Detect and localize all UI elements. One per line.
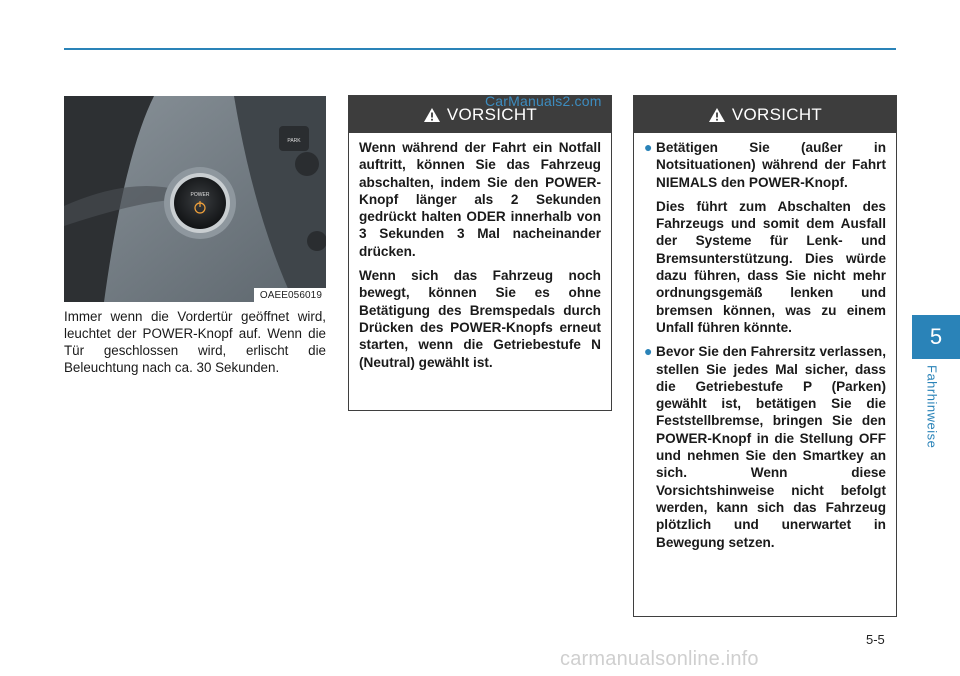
chapter-label: Fahrhinweise bbox=[924, 365, 940, 449]
warning-triangle-icon bbox=[708, 107, 726, 123]
caution-bullet-text: Betätigen Sie (außer in Notsituationen) während der Fahrt NIEMALS den POWER-Knopf. bbox=[656, 140, 886, 190]
caution-paragraph: Wenn während der Fahrt ein Notfall auftritt, können Sie das Fahrzeug abschalten, indem Sie den POWER-Knopf länger als 2 Sekunden gedrückt halten ODER innerhalb von 3 Sekunden 3 Mal nacheinander drücken. bbox=[359, 140, 601, 259]
photo-park-label: PARK bbox=[287, 138, 301, 144]
power-button-photo bbox=[64, 96, 326, 302]
photo-code: OAEE056019 bbox=[254, 288, 326, 302]
caution-bullet-extra: Dies führt zum Abschalten des Fahrzeugs und somit dem Ausfall der Systeme für Lenk- und Bremsunterstützung. Dies würde dazu führen, dass Sie nicht mehr ordnungsgemäß lenken und bremsen können, was zu einem Unfall führen könnte. bbox=[656, 198, 886, 335]
photo-illustration bbox=[64, 96, 326, 302]
caution-header bbox=[634, 96, 896, 133]
caution-bullet-text: Bevor Sie den Fahrersitz verlassen, stellen Sie jedes Mal sicher, dass die Getriebestufe P (Parken) gewählt ist, betätigen Sie die Feststellbremse, bringen Sie den POWER-Knopf in die Stellung OFF und nehmen Sie den Smartkey an sich. Wenn diese Vorsichtshinweise nicht befolgt werden, kann sich das Fahrzeug plötzlich und unerwartet in Bewegung setzen. bbox=[656, 344, 886, 550]
caution-bullet bbox=[644, 139, 886, 336]
caution-bullet bbox=[644, 343, 886, 551]
caution-paragraph: Wenn sich das Fahrzeug noch bewegt, können Sie es ohne Betätigung des Bremspedals durch Drücken des POWER-Knopfs erneut starten, wenn die Getriebestufe N (Neutral) gewählt ist. bbox=[359, 268, 601, 370]
bullet-dot-icon: ● bbox=[644, 343, 653, 360]
caution-bullet-list bbox=[644, 139, 886, 551]
intro-paragraph: Immer wenn die Vordertür geöffnet wird, leuchtet der POWER-Knopf auf. Wenn die Tür geschlossen wird, erlischt die Beleuchtung nach ca. 30 Sekunden. bbox=[64, 309, 326, 375]
watermark-top[interactable]: CarManuals2.com bbox=[485, 93, 602, 109]
photo-power-label: POWER bbox=[190, 192, 210, 198]
header-rule bbox=[64, 48, 896, 50]
caution-box-emergency bbox=[348, 95, 612, 411]
caution-title: VORSICHT bbox=[446, 104, 538, 124]
caution-body bbox=[634, 133, 896, 551]
page-number: 5-5 bbox=[866, 632, 885, 647]
warning-triangle-icon bbox=[423, 107, 441, 123]
caution-title: VORSICHT bbox=[731, 104, 823, 124]
caution-box-driving bbox=[633, 95, 897, 617]
chapter-tab: 5 bbox=[912, 315, 960, 359]
watermark-bottom[interactable]: carmanualsonline.info bbox=[560, 648, 759, 670]
bullet-dot-icon: ● bbox=[644, 139, 653, 155]
caution-body bbox=[349, 133, 611, 371]
